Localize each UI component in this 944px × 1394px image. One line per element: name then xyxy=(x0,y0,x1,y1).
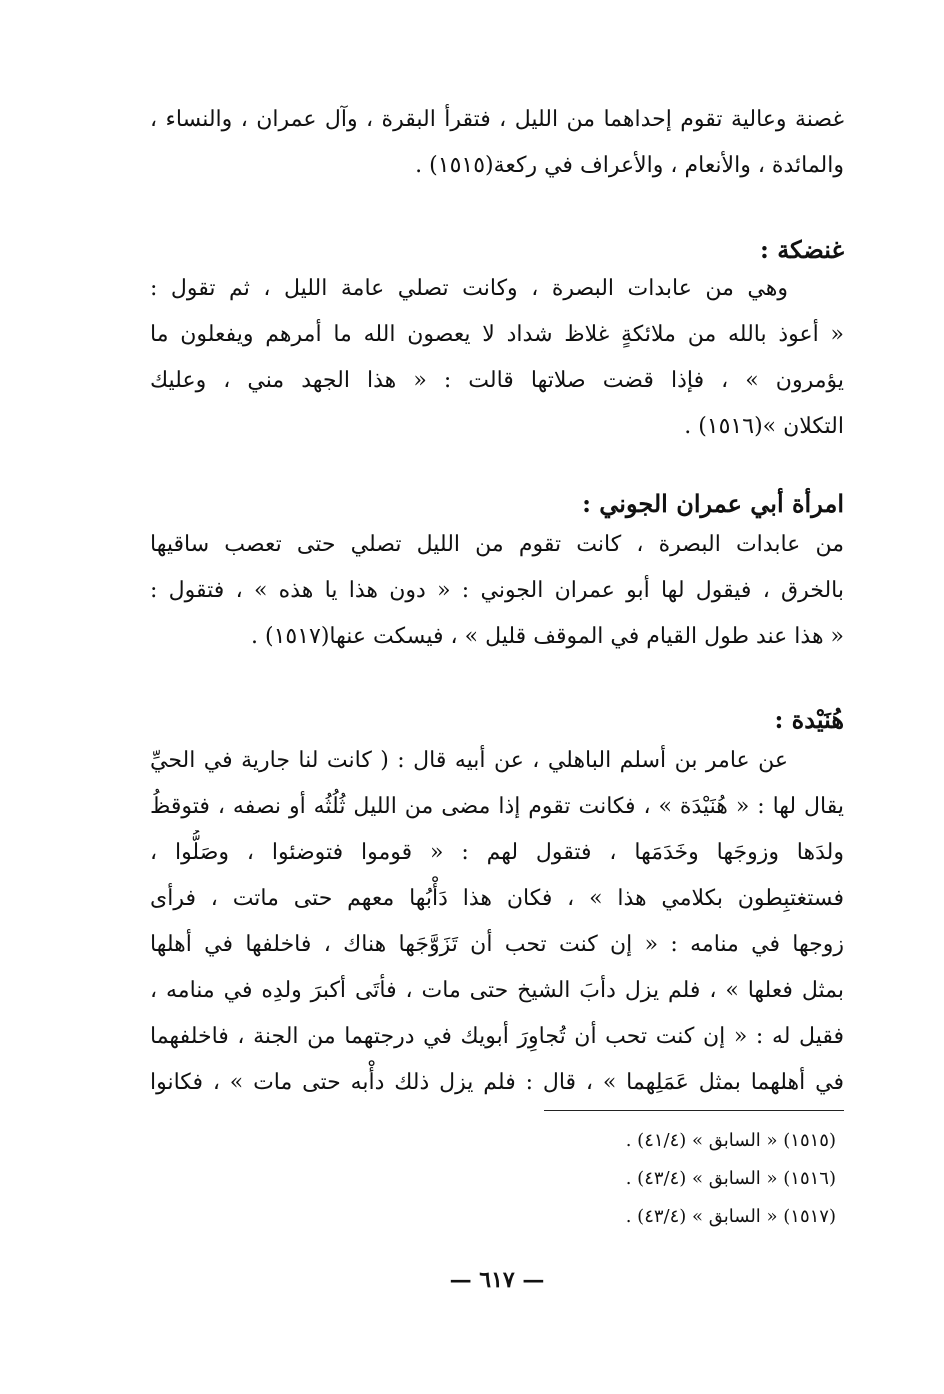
text-line: « هذا عند طول القيام في الموقف قليل » ، فيسكت عنها(١٥١٧) . xyxy=(251,624,844,649)
paragraph-continuation xyxy=(150,97,844,189)
text-line: عن عامر بن أسلم الباهلي ، عن أبيه قال : ( كانت لنا جارية في الحيِّ xyxy=(150,748,788,773)
section-heading: امرأة أبي عمران الجوني : xyxy=(582,489,844,518)
text-line: التكلان »(١٥١٦) . xyxy=(684,414,844,439)
text-line: يؤمرون » ، فإذا قضت صلاتها قالت : « هذا الجهد مني ، وعليك xyxy=(150,368,844,393)
text-line: ولدَها وزوجَها وخَدَمَها ، فتقول لهم : « قوموا فتوضئوا ، وصَلُّوا ، xyxy=(150,840,844,865)
text-line: فستغتبِطون بكلامي هذا » ، فكان هذا دَأْبُها معهم حتى ماتت ، فرأى xyxy=(150,886,844,911)
section-heading: هُنَيْدة : xyxy=(774,705,844,734)
page-number: — ٦١٧ — xyxy=(449,1267,545,1293)
text-line: « أعوذ بالله من ملائكةٍ غلاظ شداد لا يعصون الله ما أمرهم ويفعلون ما xyxy=(150,322,844,347)
book-page xyxy=(150,0,844,1394)
text-line: بالخرق ، فيقول لها أبو عمران الجوني : « دون هذا يا هذه » ، فتقول : xyxy=(150,578,844,603)
text-line: والمائدة ، والأنعام ، والأعراف في ركعة(١٥١٥) . xyxy=(415,153,844,178)
text-line: وهي من عابدات البصرة ، وكانت تصلي عامة الليل ، ثم تقول : xyxy=(150,276,788,301)
text-line: في أهلهما بمثل عَمَلِهما » ، قال : فلم يزل ذلك دأْبه حتى مات » ، فكانوا xyxy=(150,1070,844,1095)
paragraph-abi-imran-wife xyxy=(150,522,844,660)
text-line: من عابدات البصرة ، كانت تقوم من الليل تصلي حتى تعصب ساقيها xyxy=(150,532,844,557)
footnote: (١٥١٦) « السابق » (٤٣/٤) . xyxy=(625,1168,836,1189)
text-line: غصنة وعالية تقوم إحداهما من الليل ، فتقرأ البقرة ، وآل عمران ، والنساء ، xyxy=(150,107,844,132)
text-line: بمثل فعلها » ، فلم يزل دأبَ الشيخ حتى مات ، فأتَى أكبرَ ولدِه في منامه ، xyxy=(150,978,844,1003)
footnote: (١٥١٥) « السابق » (٤١/٤) . xyxy=(625,1130,836,1151)
footnote-separator xyxy=(544,1110,844,1111)
paragraph-ghandaka xyxy=(150,266,844,450)
text-line: فقيل له : « إن كنت تحب أن تُجاوِرَ أبويك في درجتهما من الجنة ، فاخلفهما xyxy=(150,1024,844,1049)
text-line: يقال لها : « هُنَيْدَة » ، فكانت تقوم إذا مضى من الليل ثُلُثُه أو نصفه ، فتوقظُ xyxy=(150,794,844,819)
footnote: (١٥١٧) « السابق » (٤٣/٤) . xyxy=(625,1206,836,1227)
section-heading: غنضكة : xyxy=(760,235,844,264)
text-line: زوجها في منامه : « إن كنت تحب أن تَزَوَّجَها هناك ، فاخلفها في أهلها xyxy=(150,932,844,957)
paragraph-hunayda xyxy=(150,738,844,1106)
